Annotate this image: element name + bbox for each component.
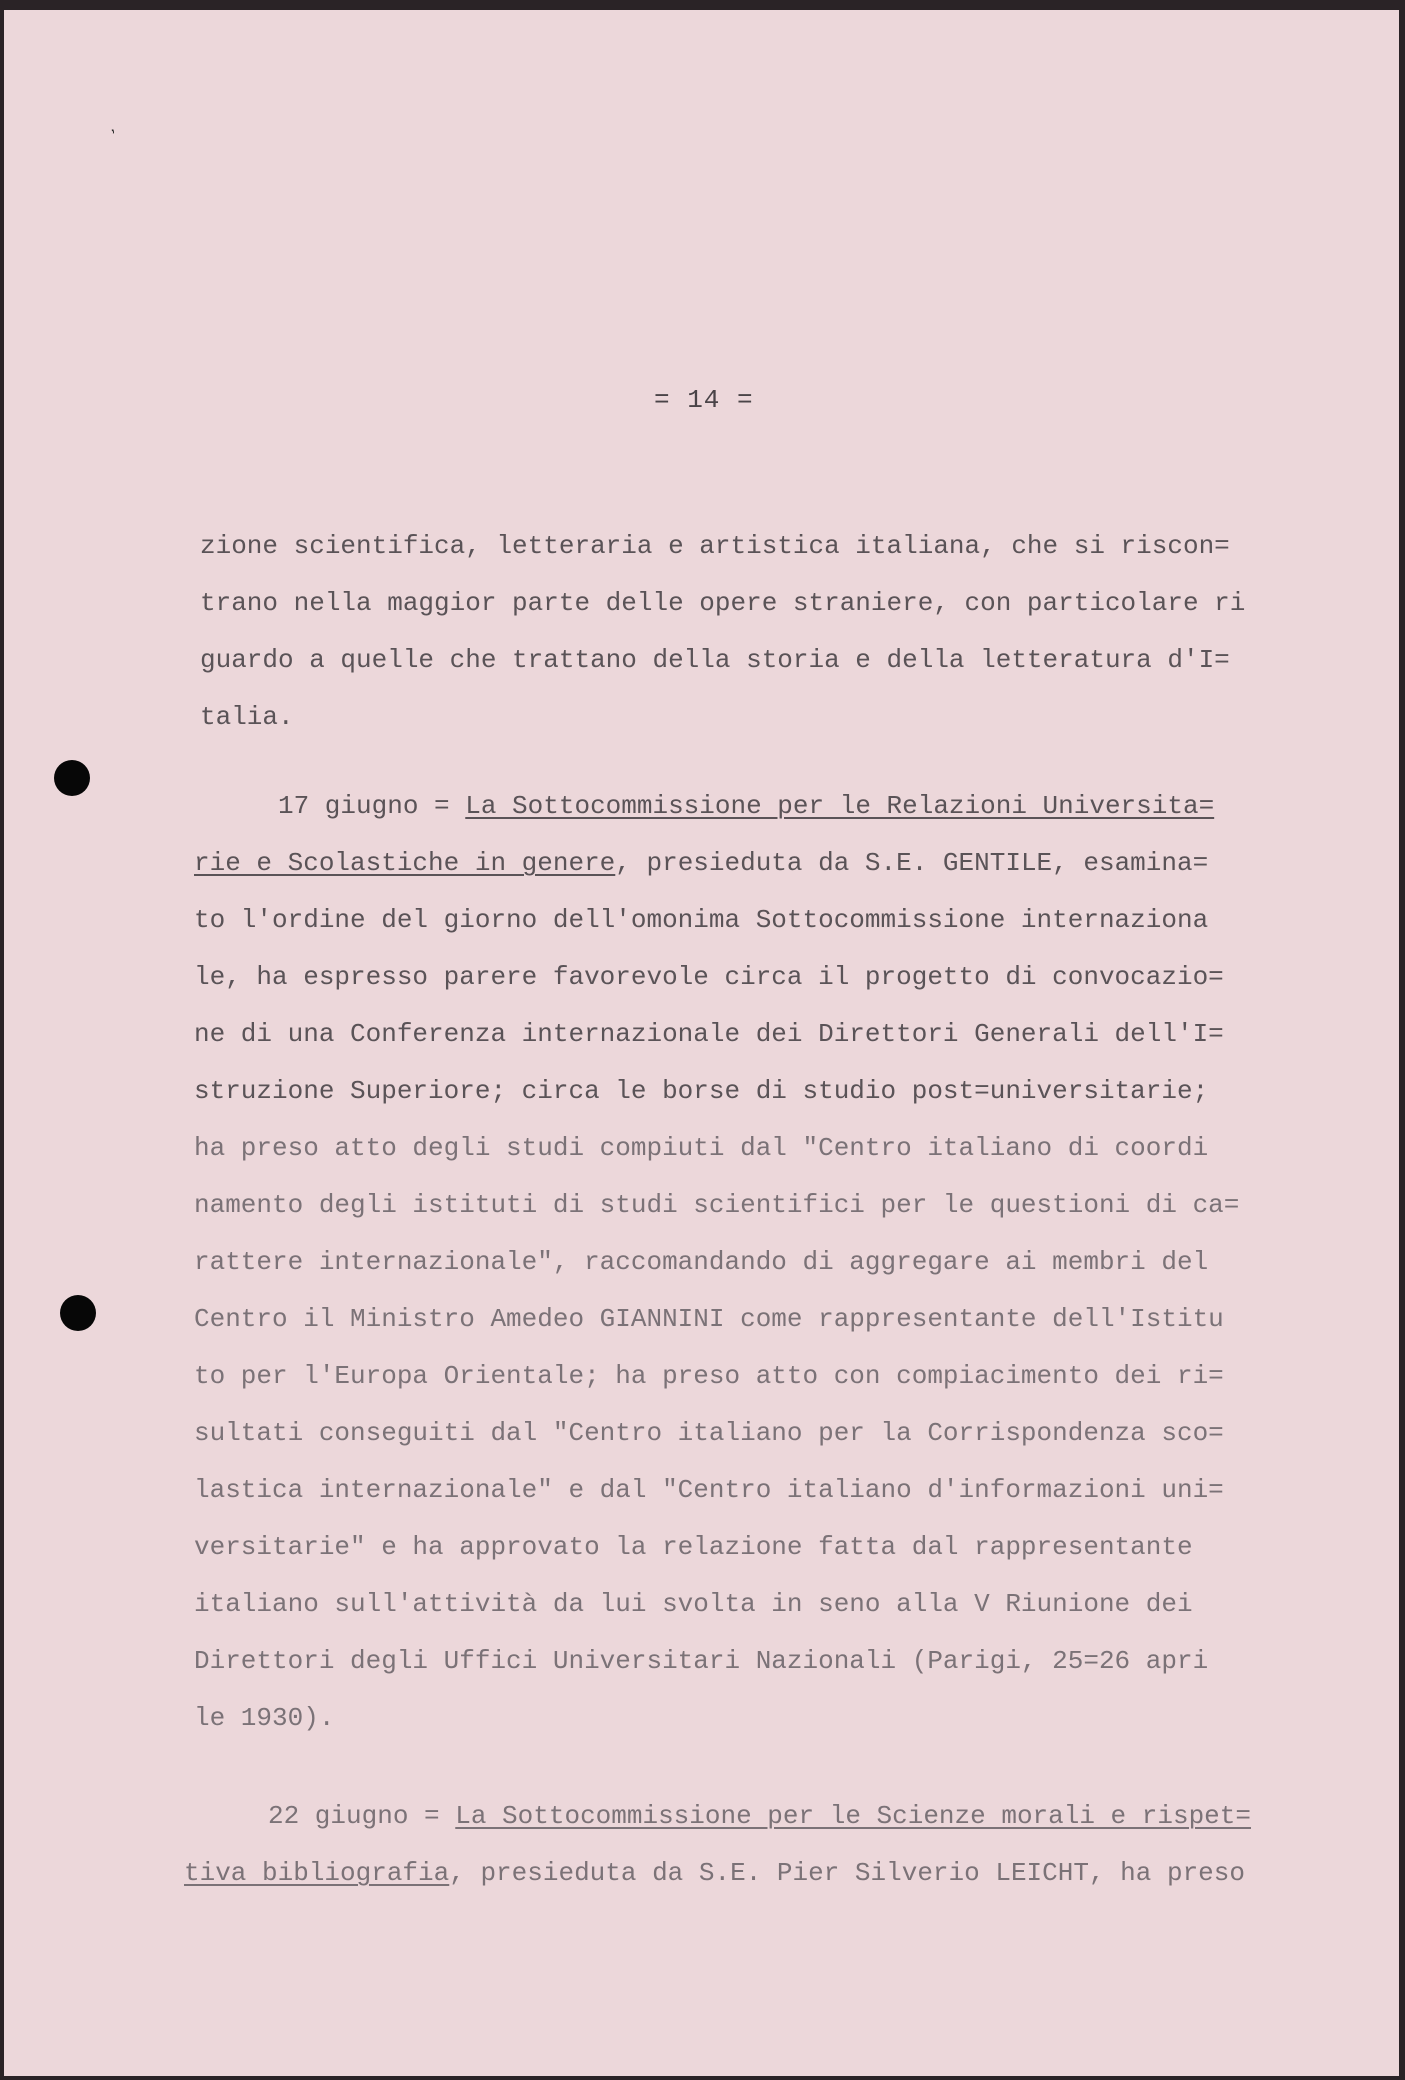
paragraph-22-giugno xyxy=(184,1788,1334,1902)
text-line: zione scientifica, letteraria e artistica italiana, che si riscon= xyxy=(200,531,1230,561)
subcommittee-title-cont: tiva bibliografia xyxy=(184,1858,450,1888)
text-line: le, ha espresso parere favorevole circa il progetto di convocazio= xyxy=(194,962,1224,992)
text-line: ha preso atto degli studi compiuti dal "Centro italiano di coordi xyxy=(194,1133,1209,1163)
text-line: rattere internazionale", raccomandando di aggregare ai membri del xyxy=(194,1247,1209,1277)
subcommittee-title: La Sottocommissione per le Scienze morali e rispet= xyxy=(455,1801,1251,1831)
punch-hole-top xyxy=(54,760,90,796)
text-line: Direttori degli Uffici Universitari Nazionali (Parigi, 25=26 apri xyxy=(194,1646,1209,1676)
entry-date: 22 giugno xyxy=(268,1801,409,1831)
entry-date: 17 giugno xyxy=(278,791,419,821)
text-line: rie e Scolastiche in genere, presieduta da S.E. GENTILE, esamina= xyxy=(194,848,1209,878)
text-line: struzione Superiore; circa le borse di studio post=universitarie; xyxy=(194,1076,1209,1106)
text-line: trano nella maggior parte delle opere straniere, con particolare ri xyxy=(200,588,1246,618)
punch-hole-bottom xyxy=(60,1295,96,1331)
text-line: to l'ordine del giorno dell'omonima Sottocommissione internaziona xyxy=(194,905,1209,935)
paragraph-continuation xyxy=(200,518,1350,746)
text-line: 22 giugno = La Sottocommissione per le Scienze morali e rispet= xyxy=(268,1801,1251,1831)
paragraph-17-giugno xyxy=(194,778,1344,1747)
text-line: italiano sull'attività da lui svolta in seno alla V Riunione dei xyxy=(194,1589,1193,1619)
page-number: = 14 = xyxy=(654,385,754,415)
text-line: versitarie" e ha approvato la relazione fatta dal rappresentante xyxy=(194,1532,1193,1562)
text-line: lastica internazionale" e dal "Centro italiano d'informazioni uni= xyxy=(194,1475,1224,1505)
text-line: Centro il Ministro Amedeo GIANNINI come rappresentante dell'Istitu xyxy=(194,1304,1224,1334)
corner-mark: ʼ xyxy=(106,126,124,150)
text-line: tiva bibliografia, presieduta da S.E. Pier Silverio LEICHT, ha preso xyxy=(184,1858,1245,1888)
text-line: 17 giugno = La Sottocommissione per le Relazioni Universita= xyxy=(278,791,1215,821)
subcommittee-title: La Sottocommissione per le Relazioni Universita= xyxy=(465,791,1215,821)
text-line: namento degli istituti di studi scientifici per le questioni di ca= xyxy=(194,1190,1240,1220)
text-line: to per l'Europa Orientale; ha preso atto con compiacimento dei ri= xyxy=(194,1361,1224,1391)
text-line: le 1930). xyxy=(194,1703,335,1733)
text-line: ne di una Conferenza internazionale dei Direttori Generali dell'I= xyxy=(194,1019,1224,1049)
text-line: talia. xyxy=(200,702,294,732)
document-page xyxy=(4,10,1399,2076)
text-line: sultati conseguiti dal "Centro italiano per la Corrispondenza sco= xyxy=(194,1418,1224,1448)
subcommittee-title-cont: rie e Scolastiche in genere xyxy=(194,848,616,878)
text-line: guardo a quelle che trattano della storia e della letteratura d'I= xyxy=(200,645,1230,675)
